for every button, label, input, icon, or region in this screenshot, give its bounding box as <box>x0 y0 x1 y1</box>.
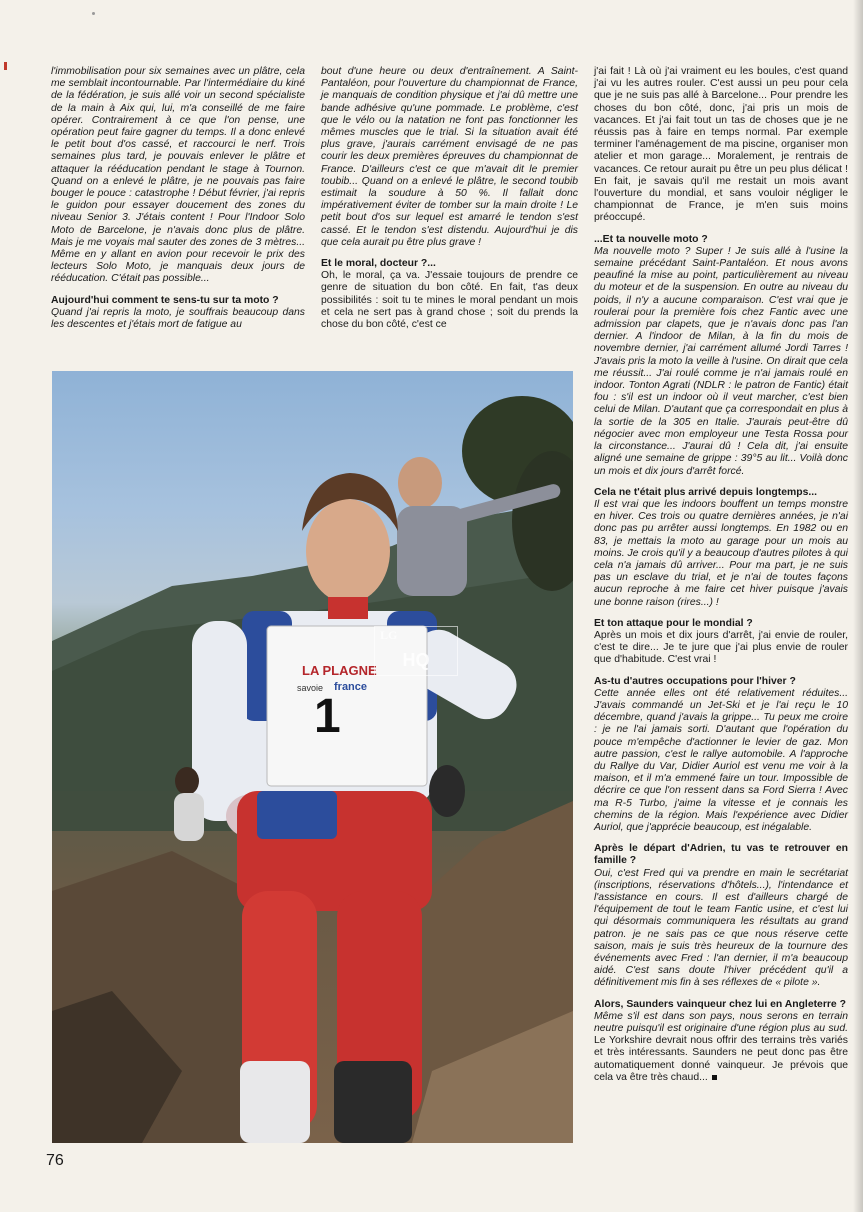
col3-question-6: Après le départ d'Adrien, tu vas te retrouver en famille ? <box>594 843 848 867</box>
col3-paragraph-4: Après un mois et dix jours d'arrêt, j'ai envie de rouler, c'est te dire... Je te jure que j'ai plus envie de rouler que d'habitude. C'est vrai ! <box>594 629 848 666</box>
col3-paragraph-1: j'ai fait ! Là où j'ai vraiment eu les boules, c'est quand j'ai vu les autres rouler. C'est aussi un peu pour cela que je ne suis pas allé à Barcelone... Pour prendre les choses du bon côté, donc, j'ai pris un mois de vacances. Et j'ai fait tout un tas de choses que je ne réussis pas à faire en temps normal. Par exemple terminer l'aménagement de ma piscine, organiser mon atelier et mon garage... Moralement, je rentrais de vacances. Ce retour aurait pu être un peu plus délicat ! En fait, je savais qu'il me restait un mois avant l'ouverture du mondial, et sans vouloir négliger le championnat de France, je m'en suis moins préoccupé. <box>594 66 848 224</box>
col2-paragraph-2: Oh, le moral, ça va. J'essaie toujours de prendre ce genre de situation du bon côté. En fait, t'as deux possibilités : soit tu te mines le moral pendant un mois et cela ne sert pas à grand chose ; soit du prends la chose du bon côté, c'est ce <box>321 270 578 331</box>
col3-question-7: Alors, Saunders vainqueur chez lui en Angleterre ? <box>594 998 846 1010</box>
col2-paragraph-1: bout d'une heure ou deux d'entraînement. A Saint-Pantaléon, pour l'ouverture du championnat de France, je manquais de condition physique et j'ai dû mettre une bande adhésive qu'une pommade. Le problème, c'est que le vélo ou la natation ne font pas fonctionner les mêmes muscles que le trial. Si la situation avait été plus grave, j'aurais carrément envisagé de ne pas courir les deux premières épreuves du championnat de France. D'ailleurs c'est ce que m'avait dit le premier toubib... Quand on a enlevé le plâtre, le second toubib estimait la soudure à 50 %. Il fallait donc impérativement éviter de tomber sur la main droite ! Le petit bout d'os sur lequel est amarré le tendon s'est cassé. Et le tendon s'est distendu. Aujourd'hui je dis que cela aurait pu être plus grave ! <box>321 66 578 248</box>
col3-question-4: Et ton attaque pour le mondial ? <box>594 617 753 629</box>
col3-question-2: ...Et ta nouvelle moto ? <box>594 233 708 245</box>
col3-paragraph-5: Cette année elles ont été relativement réduites... J'avais commandé un Jet-Ski et je l'ai reçu le 10 décembre, quand j'avais la grippe... Tu peux me croire : je ne l'ai jamais sorti. D'autant que l'opération du pouce m'empêche d'actionner le levier de gaz. Mon autre passion, c'est le rallye automobile. A l'approche du Rallye du Var, Didier Auriol est venu me voir à la maison, et il m'a emmené faire un tour. Impossible de décrire ce que l'on ressent dans sa Ford Sierra ! Avec ma R-5 Turbo, j'aime la vitesse et je connais les chemins de la région. Mais l'expérience avec Didier Auriol, que j'apprécie beaucoup, est inégalable. <box>594 687 848 833</box>
column-1 <box>51 66 305 340</box>
column-2 <box>321 66 578 340</box>
end-of-article-mark <box>712 1075 717 1080</box>
col3-paragraph-7b: Le Yorkshire devrait nous offrir des terrains très variés et très intéressants. Saunders ne peut donc pas être automatiquement donné vainqueur. Je prévois que cela va être très chaud... <box>594 1035 848 1083</box>
col1-paragraph-2: Quand j'ai repris la moto, je souffrais beaucoup dans les descentes et j'étais mort de fatigue au <box>51 306 305 331</box>
photo-illustration <box>52 371 573 1143</box>
bib-label-region: savoie <box>297 683 324 693</box>
col2-question-2: Et le moral, docteur ?... <box>321 258 436 270</box>
bib-label-top: LA PLAGNE <box>302 663 377 678</box>
col1-paragraph-1: l'immobilisation pour six semaines avec un plâtre, cela me semblait incontournable. Par l'intermédiaire du kiné de la fédération, je suis allé voir un second spécialiste de la main à Aix qui, lui, m'a conseillé de me faire opérer. Contrairement à ce que l'on pense, une opération peut faire gagner du temps. Il a donc enlevé le petit bout d'os cassé, et raccourci le nerf. Trois semaines plus tard, je pouvais enlever le plâtre et attaquer la rééducation pendant le stage à Tournon. Quand on a enlevé le plâtre, je ne pouvais pas faire bouger le pouce : catastrophe ! Début février, j'ai repris le guidon pour essayer doucement des zones du niveau Senior 3. J'étais content ! Pour l'Indoor Solo Moto de Barcelone, je n'avais donc plus de plâtre. Mais je me voyais mal sauter des zones de 3 mètres... Même en y allant en avion pour recevoir le prix des lecteurs Solo Moto, je manquais deux jours de rééducation. C'était pas possible... <box>51 66 305 285</box>
page-edge-shadow <box>853 0 863 1212</box>
column-3 <box>594 66 848 1093</box>
col3-question-5: As-tu d'autres occupations pour l'hiver ? <box>594 675 796 687</box>
col3-paragraph-7 <box>594 1011 848 1084</box>
col1-question-2: Aujourd'hui comment te sens-tu sur ta moto ? <box>51 294 279 306</box>
col3-paragraph-6: Oui, c'est Fred qui va prendre en main le secrétariat (inscriptions, réservations d'hôtels...), l'intendance et l'assistance en cours. Il est d'ailleurs chargé de l'équipement de tout le team Fantic usine, et c'est lui qui désormais communiquera les résultats au grand patron. je ne sais pas ce que nous réserve cette saison, mais je suis très heureux de la tournure des événements avec Fred : l'an dernier, il m'a beaucoup aidé. C'est sans doute l'hiver précédent qu'il a définitivement mis fin à ses réflexes de « pilote ». <box>594 867 848 989</box>
rider-photo <box>52 371 573 1143</box>
bib-label-country: france <box>334 681 368 693</box>
edge-mark <box>4 62 7 70</box>
watermark-logo: LG <box>380 628 398 642</box>
col3-paragraph-7a: Même s'il est dans son pays, nous serons en terrain neutre puisqu'il est originaire d'une région plus au sud. <box>594 1010 848 1035</box>
watermark-hq: HQ <box>402 650 430 670</box>
bib-number: 1 <box>314 690 341 743</box>
col3-question-3: Cela ne t'était plus arrivé depuis longtemps... <box>594 486 818 498</box>
page-number: 76 <box>46 1152 64 1169</box>
col3-paragraph-2: Ma nouvelle moto ? Super ! Je suis allé à l'usine la semaine précédant Saint-Pantaléon. Et nous avons peaufiné la mise au point, particulièrement au niveau du moteur et de la suspension. En outre au niveau du poids, il n'y a aucune comparaison. C'est vrai que je roulerai pour la première fois chez Fantic avec une admission par clapets, que je n'avais donc pas l'an dernier. A l'indoor de Milan, à la fin du mois de novembre dernier, j'ai carrément allumé Jordi Tarres ! J'avais pris la moto la veille à l'usine. On dirait que cela me réussit... J'ai roulé comme je n'ai jamais roulé en indoor. Tonton Agrati (NDLR : le patron de Fantic) était fou : s'il est un indoor où il veut marcher, c'est bien celui de Milan. D'autant que ça correspondait en plus à la sortie de la 305 en Italie. J'aurais peut-être dû négocier avec mon employeur une Testa Rossa pour la circonstance... J'aurai dû ! Cela dit, j'ai ensuite aligné une semaine de grippe : 39°5 au lit... Voilà donc un mois et dix jours d'arrêt forcé. <box>594 245 848 477</box>
print-dot <box>92 12 95 15</box>
col3-paragraph-3: Il est vrai que les indoors bouffent un temps monstre en hiver. Ces trois ou quatre dernières années, je n'ai donc pas pu arrêter aussi longtemps. En 1982 ou en 83, je mettais la moto au garage pour un mois au moins. Je crois qu'il y a beaucoup d'autres pilotes à qui cela n'a jamais dû arriver... Pour ma part, je ne suis pas un esclave du trial, et je n'ai de toutes façons aucun reproche à me faire cet hiver puisque j'avais une bonne raison (rires...) ! <box>594 498 848 608</box>
